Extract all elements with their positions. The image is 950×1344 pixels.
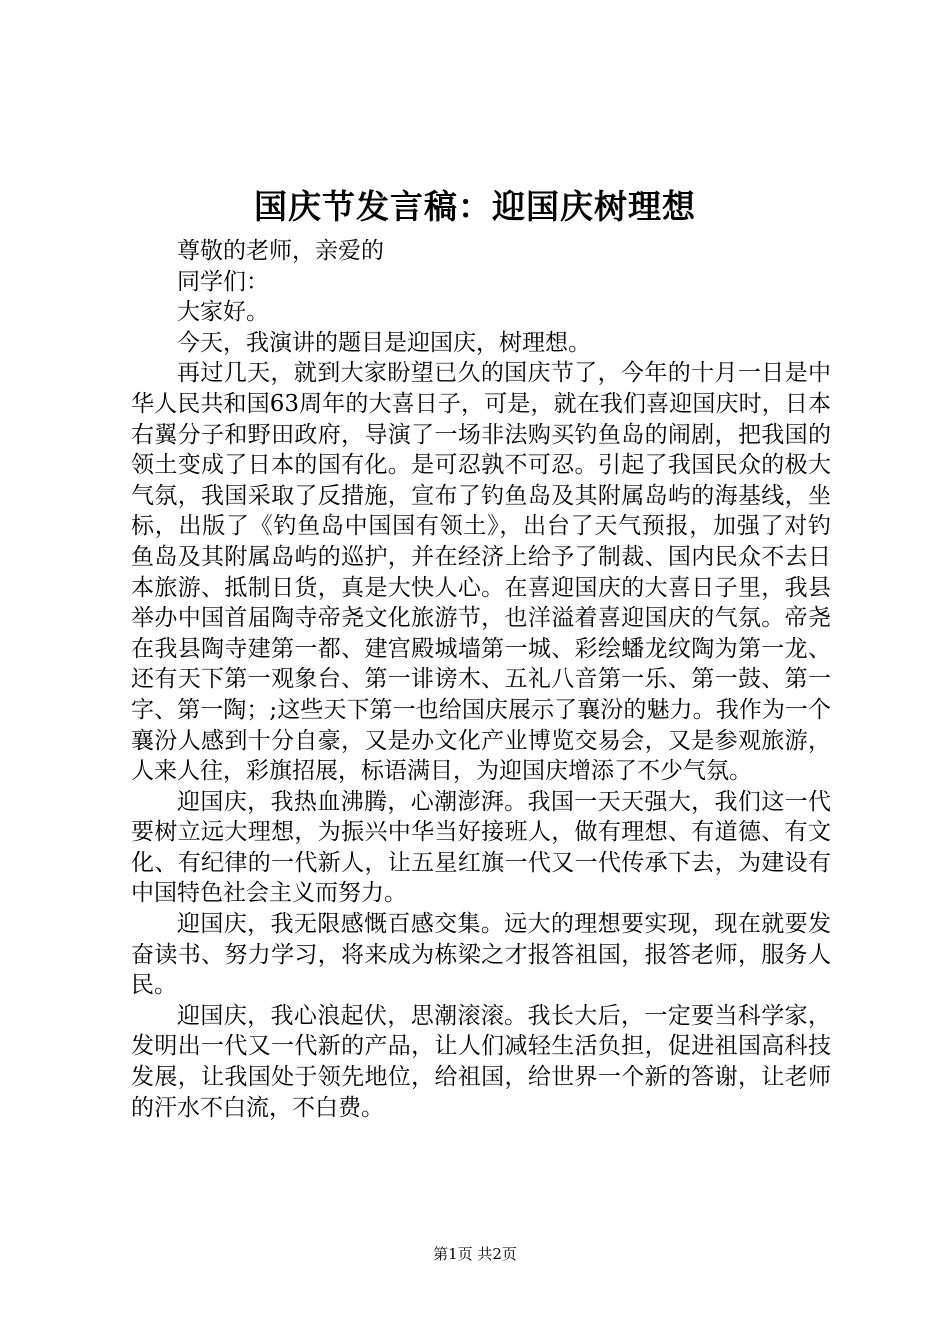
salutation-line-1: 尊敬的老师，亲爱的 bbox=[177, 238, 384, 264]
salutation-line-2: 同学们： bbox=[177, 268, 269, 295]
paragraph-national-day: 再过几天，就到大家盼望已久的国庆节了，今年的十月一日是中华人民共和国63周年的大喜日子，可是，就在我们喜迎国庆时，日本右翼分子和野田政府，导演了一场非法购买钓鱼岛的闹剧，把我国的领土变成了日本的国有化。是可忍孰不可忍。引起了我国民众的极大气氛，我国采取了反措施，宣布了钓鱼岛及其附属岛屿的海基线，坐标，出版了《钓鱼岛中国国有领土》，出台了天气预报，加强了对钓鱼岛及其附属岛屿的巡护，并在经济上给予了制裁、国内民众不去日本旅游、抵制日货，真是大快人心。在喜迎国庆的大喜日子里，我县举办中国首届陶寺帝尧文化旅游节，也洋溢着喜迎国庆的气氛。帝尧在我县陶寺建第一都、建宫殿城墙第一城、彩绘蟠龙纹陶为第一龙、还有天下第一观象台、第一诽谤木、五礼八音第一乐、第一鼓、第一字、第一陶；;这些天下第一也给国庆展示了襄汾的魅力。我作为一个襄汾人感到十分自豪，又是办文化产业博览交易会，又是参观旅游，人来人往，彩旗招展，标语满目，为迎国庆增添了不少气氛。 bbox=[131, 360, 831, 785]
paragraph-study: 迎国庆，我无限感慨百感交集。远大的理想要实现，现在就要发奋读书、努力学习，将来成为栋梁之才报答祖国，报答老师，服务人民。 bbox=[131, 911, 831, 999]
speech-topic: 今天，我演讲的题目是迎国庆，树理想。 bbox=[177, 329, 591, 356]
greeting: 大家好。 bbox=[177, 299, 269, 326]
document-body bbox=[131, 236, 831, 1123]
paragraph-scientist: 迎国庆，我心浪起伏，思潮滚滚。我长大后，一定要当科学家，发明出一代又一代新的产品，让人们减轻生活负担，促进祖国高科技发展，让我国处于领先地位，给祖国，给世界一个新的答谢，让老师的汗水不白流，不白费。 bbox=[131, 1002, 831, 1121]
paragraph-ideal: 迎国庆，我热血沸腾，心潮澎湃。我国一天天强大，我们这一代要树立远大理想，为振兴中华当好接班人，做有理想、有道德、有文化、有纪律的一代新人，让五星红旗一代又一代传承下去，为建设有中国特色社会主义而努力。 bbox=[131, 788, 831, 907]
document-title: 国庆节发言稿：迎国庆树理想 bbox=[254, 187, 696, 226]
page-number-footer: 第1页 共2页 bbox=[433, 1245, 517, 1263]
